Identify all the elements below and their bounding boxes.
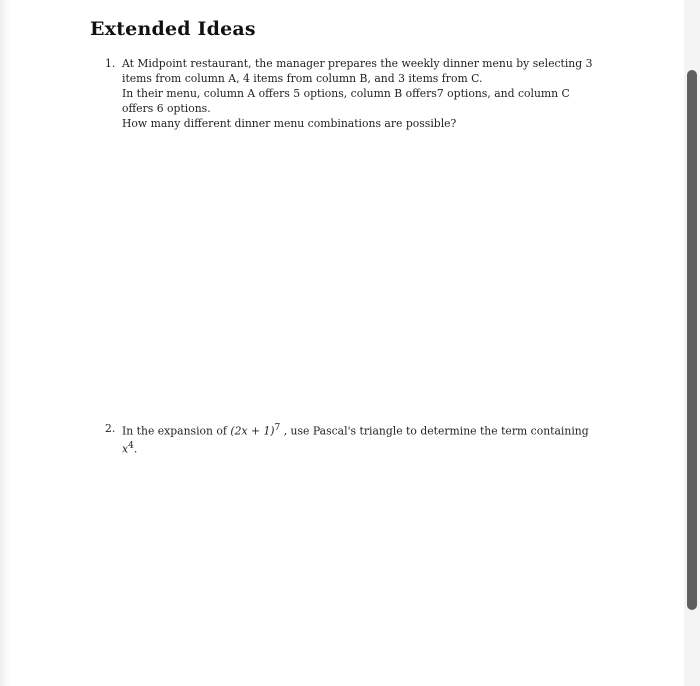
scrollbar-thumb[interactable] bbox=[687, 70, 697, 610]
text-fragment: , use Pascal's triangle to determine the term containing bbox=[280, 424, 589, 438]
section-title: Extended Ideas bbox=[90, 18, 256, 40]
problem-line: items from column A, 4 items from column B, and 3 items from C. bbox=[122, 72, 483, 85]
problem-text bbox=[122, 421, 622, 456]
page-edge-shadow bbox=[0, 0, 10, 686]
math-exponent: 7 bbox=[274, 423, 281, 433]
problem-line: How many different dinner menu combinations are possible? bbox=[122, 117, 457, 130]
problem-line: offers 6 options. bbox=[122, 102, 211, 115]
math-term: x bbox=[122, 442, 129, 456]
math-exponent: 4 bbox=[128, 440, 134, 451]
problem-number: 2. bbox=[105, 422, 116, 435]
problem-number: 1. bbox=[105, 57, 116, 70]
problem-line: At Midpoint restaurant, the manager prepares the weekly dinner menu by selecting 3 bbox=[122, 57, 593, 70]
text-fragment: . bbox=[133, 442, 138, 456]
problem-line bbox=[122, 439, 622, 457]
problem-line bbox=[122, 421, 622, 439]
text-fragment: In the expansion of bbox=[122, 424, 231, 438]
problem-text bbox=[122, 56, 622, 131]
problem-line: In their menu, column A offers 5 options, column B offers7 options, and column C bbox=[122, 87, 570, 100]
math-expression: (2x + 1) bbox=[230, 424, 275, 438]
